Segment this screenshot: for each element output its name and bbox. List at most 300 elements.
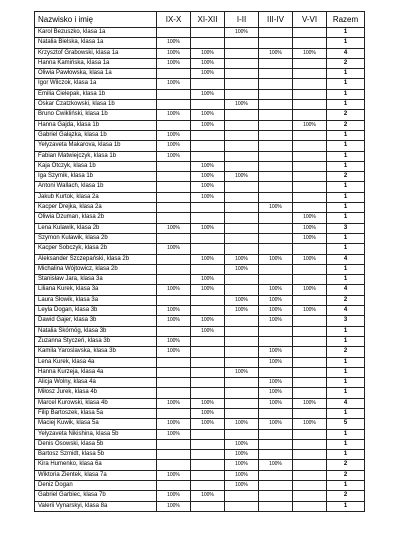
score-i-ii: 100% [225,481,259,491]
total-count: 4 [327,254,365,264]
student-name: Lena Kurek, klasa 4a [35,357,157,367]
total-count: 1 [327,357,365,367]
score-iii-iv: 100% [259,357,293,367]
score-ix-x: 100% [157,336,191,346]
total-count: 4 [327,306,365,316]
score-v-vi [293,69,327,79]
score-ix-x [157,408,191,418]
student-name: Michalina Wójtowicz, klasa 2b [35,264,157,274]
score-i-ii [225,275,259,285]
score-i-ii: 100% [225,450,259,460]
score-iii-iv [259,79,293,89]
score-v-vi [293,89,327,99]
score-iii-iv: 100% [259,203,293,213]
score-xi-xii [191,347,225,357]
student-name: Kaja Otczyk, klasa 1b [35,161,157,171]
score-i-ii [225,408,259,418]
total-count: 1 [327,79,365,89]
score-v-vi [293,141,327,151]
student-name: Liliana Kurek, klasa 3a [35,285,157,295]
score-xi-xii [191,79,225,89]
score-iii-iv [259,120,293,130]
score-ix-x [157,357,191,367]
student-name: Miłosz Jurek, klasa 4b [35,388,157,398]
score-v-vi [293,501,327,511]
score-i-ii [225,141,259,151]
table-row [35,470,365,480]
score-ix-x [157,213,191,223]
table-row [35,285,365,295]
total-count: 1 [327,388,365,398]
score-iii-iv [259,38,293,48]
total-count: 1 [327,367,365,377]
score-v-vi [293,481,327,491]
score-v-vi [293,429,327,439]
header-period-v-vi: V-VI [293,12,327,28]
table-row [35,38,365,48]
score-v-vi [293,264,327,274]
score-xi-xii [191,378,225,388]
student-name: Natalia Skórnóg, klasa 3b [35,326,157,336]
total-count: 1 [327,130,365,140]
score-xi-xii [191,429,225,439]
score-ix-x [157,203,191,213]
table-row [35,439,365,449]
score-ix-x [157,89,191,99]
table-row [35,213,365,223]
score-iii-iv: 100% [259,398,293,408]
score-i-ii: 100% [225,460,259,470]
score-v-vi [293,172,327,182]
score-v-vi [293,28,327,38]
score-v-vi [293,295,327,305]
student-name: Gabriel Gałązka, klasa 1b [35,130,157,140]
score-xi-xii [191,38,225,48]
score-i-ii [225,213,259,223]
score-iii-iv [259,481,293,491]
student-name: Kacper Drejka, klasa 2a [35,203,157,213]
total-count: 3 [327,316,365,326]
score-i-ii: 100% [225,254,259,264]
score-i-ii [225,316,259,326]
score-iii-iv [259,58,293,68]
score-ix-x [157,254,191,264]
score-i-ii [225,336,259,346]
score-i-ii: 100% [225,100,259,110]
score-xi-xii [191,481,225,491]
score-v-vi [293,367,327,377]
total-count: 2 [327,58,365,68]
student-name: Maciej Kuwik, klasa 5a [35,419,157,429]
score-v-vi [293,491,327,501]
score-ix-x [157,367,191,377]
table-row [35,161,365,171]
total-count: 1 [327,244,365,254]
results-table [34,11,365,512]
score-iii-iv [259,110,293,120]
table-row [35,408,365,418]
score-xi-xii [191,501,225,511]
score-xi-xii [191,450,225,460]
score-v-vi: 100% [293,223,327,233]
student-name: Deniz Dogan [35,481,157,491]
table-row [35,378,365,388]
score-ix-x: 100% [157,110,191,120]
score-iii-iv: 100% [259,347,293,357]
score-v-vi [293,79,327,89]
score-xi-xii: 100% [191,120,225,130]
student-name: Yelyzaveta Makarova, klasa 1b [35,141,157,151]
score-xi-xii [191,244,225,254]
total-count: 5 [327,419,365,429]
score-iii-iv [259,470,293,480]
table-row [35,79,365,89]
total-count: 1 [327,326,365,336]
score-ix-x [157,161,191,171]
total-count: 1 [327,203,365,213]
score-iii-iv [259,264,293,274]
score-iii-iv [259,244,293,254]
score-i-ii: 100% [225,306,259,316]
total-count: 1 [327,213,365,223]
total-count: 1 [327,501,365,511]
student-name: Igor Wilczok, klasa 1a [35,79,157,89]
score-i-ii [225,89,259,99]
score-i-ii [225,120,259,130]
table-row [35,172,365,182]
score-iii-iv [259,130,293,140]
total-count: 2 [327,295,365,305]
score-i-ii [225,38,259,48]
table-row [35,336,365,346]
score-xi-xii: 100% [191,254,225,264]
student-name: Iga Szymik, klasa 1b [35,172,157,182]
score-v-vi [293,244,327,254]
score-ix-x: 100% [157,429,191,439]
table-row [35,388,365,398]
total-count: 2 [327,172,365,182]
score-xi-xii: 100% [191,48,225,58]
total-count: 1 [327,161,365,171]
score-xi-xii [191,367,225,377]
table-row [35,295,365,305]
score-i-ii [225,491,259,501]
score-xi-xii: 100% [191,172,225,182]
table-row [35,254,365,264]
score-xi-xii [191,357,225,367]
score-i-ii [225,79,259,89]
score-v-vi [293,192,327,202]
table-row [35,120,365,130]
table-row [35,326,365,336]
score-ix-x: 100% [157,79,191,89]
header-name: Nazwisko i imię [35,12,157,28]
score-v-vi: 100% [293,254,327,264]
table-row [35,398,365,408]
score-xi-xii: 100% [191,89,225,99]
score-iii-iv [259,28,293,38]
score-iii-iv [259,151,293,161]
score-v-vi [293,161,327,171]
score-v-vi [293,378,327,388]
score-iii-iv: 100% [259,378,293,388]
score-ix-x [157,120,191,130]
score-xi-xii: 100% [191,408,225,418]
student-name: Oliwia Dzuman, klasa 2b [35,213,157,223]
score-xi-xii: 100% [191,316,225,326]
header-period-xi-xii: XI-XII [191,12,225,28]
score-xi-xii [191,470,225,480]
score-ix-x: 100% [157,58,191,68]
score-ix-x: 100% [157,398,191,408]
table-row [35,58,365,68]
score-i-ii: 100% [225,470,259,480]
score-ix-x: 100% [157,501,191,511]
score-v-vi: 100% [293,120,327,130]
table-row [35,192,365,202]
score-iii-iv [259,439,293,449]
score-ix-x [157,275,191,285]
student-name: Oskar Czatzkowski, klasa 1b [35,100,157,110]
student-name: Karol Bezuszko, klasa 1a [35,28,157,38]
score-ix-x [157,388,191,398]
score-i-ii [225,58,259,68]
table-row [35,357,365,367]
score-iii-iv [259,161,293,171]
score-iii-iv [259,326,293,336]
score-xi-xii: 100% [191,161,225,171]
score-xi-xii [191,28,225,38]
score-i-ii [225,501,259,511]
score-ix-x [157,481,191,491]
score-v-vi [293,347,327,357]
score-v-vi [293,100,327,110]
score-v-vi: 100% [293,233,327,243]
score-v-vi: 100% [293,285,327,295]
score-ix-x: 100% [157,223,191,233]
score-v-vi [293,357,327,367]
score-ix-x [157,460,191,470]
score-v-vi [293,336,327,346]
score-iii-iv: 100% [259,48,293,58]
score-v-vi [293,130,327,140]
score-xi-xii: 100% [191,491,225,501]
score-ix-x: 100% [157,491,191,501]
student-name: Yelyzaveta Nikishina, klasa 5b [35,429,157,439]
score-ix-x: 100% [157,48,191,58]
score-v-vi [293,151,327,161]
score-xi-xii: 100% [191,398,225,408]
score-v-vi: 100% [293,213,327,223]
score-i-ii [225,130,259,140]
total-count: 1 [327,275,365,285]
score-iii-iv [259,408,293,418]
score-i-ii: 100% [225,439,259,449]
score-ix-x [157,450,191,460]
score-iii-iv: 100% [259,316,293,326]
score-iii-iv [259,429,293,439]
total-count: 2 [327,347,365,357]
score-iii-iv: 100% [259,254,293,264]
score-i-ii: 100% [225,367,259,377]
table-row [35,419,365,429]
score-xi-xii [191,439,225,449]
table-row [35,481,365,491]
header-period-i-ii: I-II [225,12,259,28]
score-ix-x: 100% [157,141,191,151]
score-iii-iv [259,501,293,511]
table-row [35,501,365,511]
score-ix-x: 100% [157,470,191,480]
table-row [35,429,365,439]
student-name: Alicja Wolny, klasa 4a [35,378,157,388]
score-ix-x [157,378,191,388]
score-xi-xii [191,141,225,151]
total-count: 4 [327,398,365,408]
table-row [35,100,365,110]
table-row [35,110,365,120]
score-ix-x [157,326,191,336]
total-count: 2 [327,460,365,470]
score-i-ii [225,357,259,367]
student-name: Fabian Matwiejczyk, klasa 1b [35,151,157,161]
score-ix-x [157,182,191,192]
student-name: Emilia Cielepak, klasa 1b [35,89,157,99]
total-count: 1 [327,264,365,274]
student-name: Dawid Gajer, klasa 3b [35,316,157,326]
score-iii-iv: 100% [259,460,293,470]
table-row [35,141,365,151]
student-name: Szymon Kulawik, klasa 2b [35,233,157,243]
total-count: 1 [327,429,365,439]
header-period-ix-x: IX-X [157,12,191,28]
score-xi-xii [191,295,225,305]
score-v-vi [293,203,327,213]
student-name: Oliwia Pawłowska, klasa 1a [35,69,157,79]
score-iii-iv [259,182,293,192]
score-ix-x: 100% [157,130,191,140]
score-i-ii: 100% [225,264,259,274]
score-v-vi [293,388,327,398]
total-count: 2 [327,110,365,120]
table-row [35,347,365,357]
results-document [34,11,364,512]
score-xi-xii [191,233,225,243]
score-i-ii [225,69,259,79]
table-row [35,244,365,254]
table-row [35,306,365,316]
score-v-vi [293,326,327,336]
score-xi-xii: 100% [191,275,225,285]
score-iii-iv [259,367,293,377]
score-v-vi [293,182,327,192]
score-ix-x: 100% [157,347,191,357]
score-v-vi [293,58,327,68]
score-v-vi [293,316,327,326]
score-xi-xii [191,388,225,398]
score-i-ii: 100% [225,172,259,182]
score-iii-iv [259,213,293,223]
score-xi-xii [191,203,225,213]
total-count: 4 [327,285,365,295]
score-iii-iv [259,336,293,346]
score-ix-x [157,172,191,182]
total-count: 1 [327,439,365,449]
score-iii-iv [259,172,293,182]
score-iii-iv [259,450,293,460]
student-name: Jakub Kurtok, klasa 2a [35,192,157,202]
score-iii-iv [259,223,293,233]
score-iii-iv: 100% [259,285,293,295]
total-count: 1 [327,233,365,243]
score-i-ii [225,151,259,161]
score-v-vi: 100% [293,398,327,408]
header-total: Razem [327,12,365,28]
score-i-ii [225,223,259,233]
score-xi-xii: 100% [191,182,225,192]
student-name: Hanna Kamińska, klasa 1a [35,58,157,68]
total-count: 1 [327,182,365,192]
student-name: Krzysztof Grabowski, klasa 1a [35,48,157,58]
total-count: 1 [327,89,365,99]
score-i-ii [225,398,259,408]
score-xi-xii [191,306,225,316]
score-v-vi [293,110,327,120]
total-count: 1 [327,141,365,151]
score-v-vi [293,275,327,285]
score-v-vi [293,460,327,470]
score-xi-xii: 100% [191,58,225,68]
score-iii-iv [259,141,293,151]
score-xi-xii: 100% [191,419,225,429]
score-v-vi [293,450,327,460]
student-name: Kira Humenko, klasa 6a [35,460,157,470]
score-xi-xii: 100% [191,110,225,120]
table-row [35,223,365,233]
total-count: 4 [327,48,365,58]
score-xi-xii [191,100,225,110]
score-i-ii [225,161,259,171]
table-row [35,89,365,99]
score-iii-iv [259,192,293,202]
table-row [35,130,365,140]
table-row [35,367,365,377]
score-iii-iv [259,275,293,285]
table-row [35,491,365,501]
score-i-ii [225,110,259,120]
total-count: 1 [327,28,365,38]
student-name: Valerii Vynarskyi, klasa 8a [35,501,157,511]
student-name: Kacper Sobczyk, klasa 2b [35,244,157,254]
total-count: 2 [327,470,365,480]
score-ix-x: 100% [157,306,191,316]
score-ix-x: 100% [157,285,191,295]
score-i-ii [225,244,259,254]
student-name: Lena Kulawik, klasa 2b [35,223,157,233]
student-name: Hanna Gajda, klasa 1b [35,120,157,130]
score-i-ii [225,48,259,58]
score-i-ii [225,347,259,357]
header-period-iii-iv: III-IV [259,12,293,28]
table-row [35,48,365,58]
total-count: 1 [327,450,365,460]
student-name: Bartosz Szmidt, klasa 5b [35,450,157,460]
score-ix-x: 100% [157,244,191,254]
total-count: 1 [327,192,365,202]
score-ix-x: 100% [157,316,191,326]
score-iii-iv [259,100,293,110]
score-v-vi [293,470,327,480]
